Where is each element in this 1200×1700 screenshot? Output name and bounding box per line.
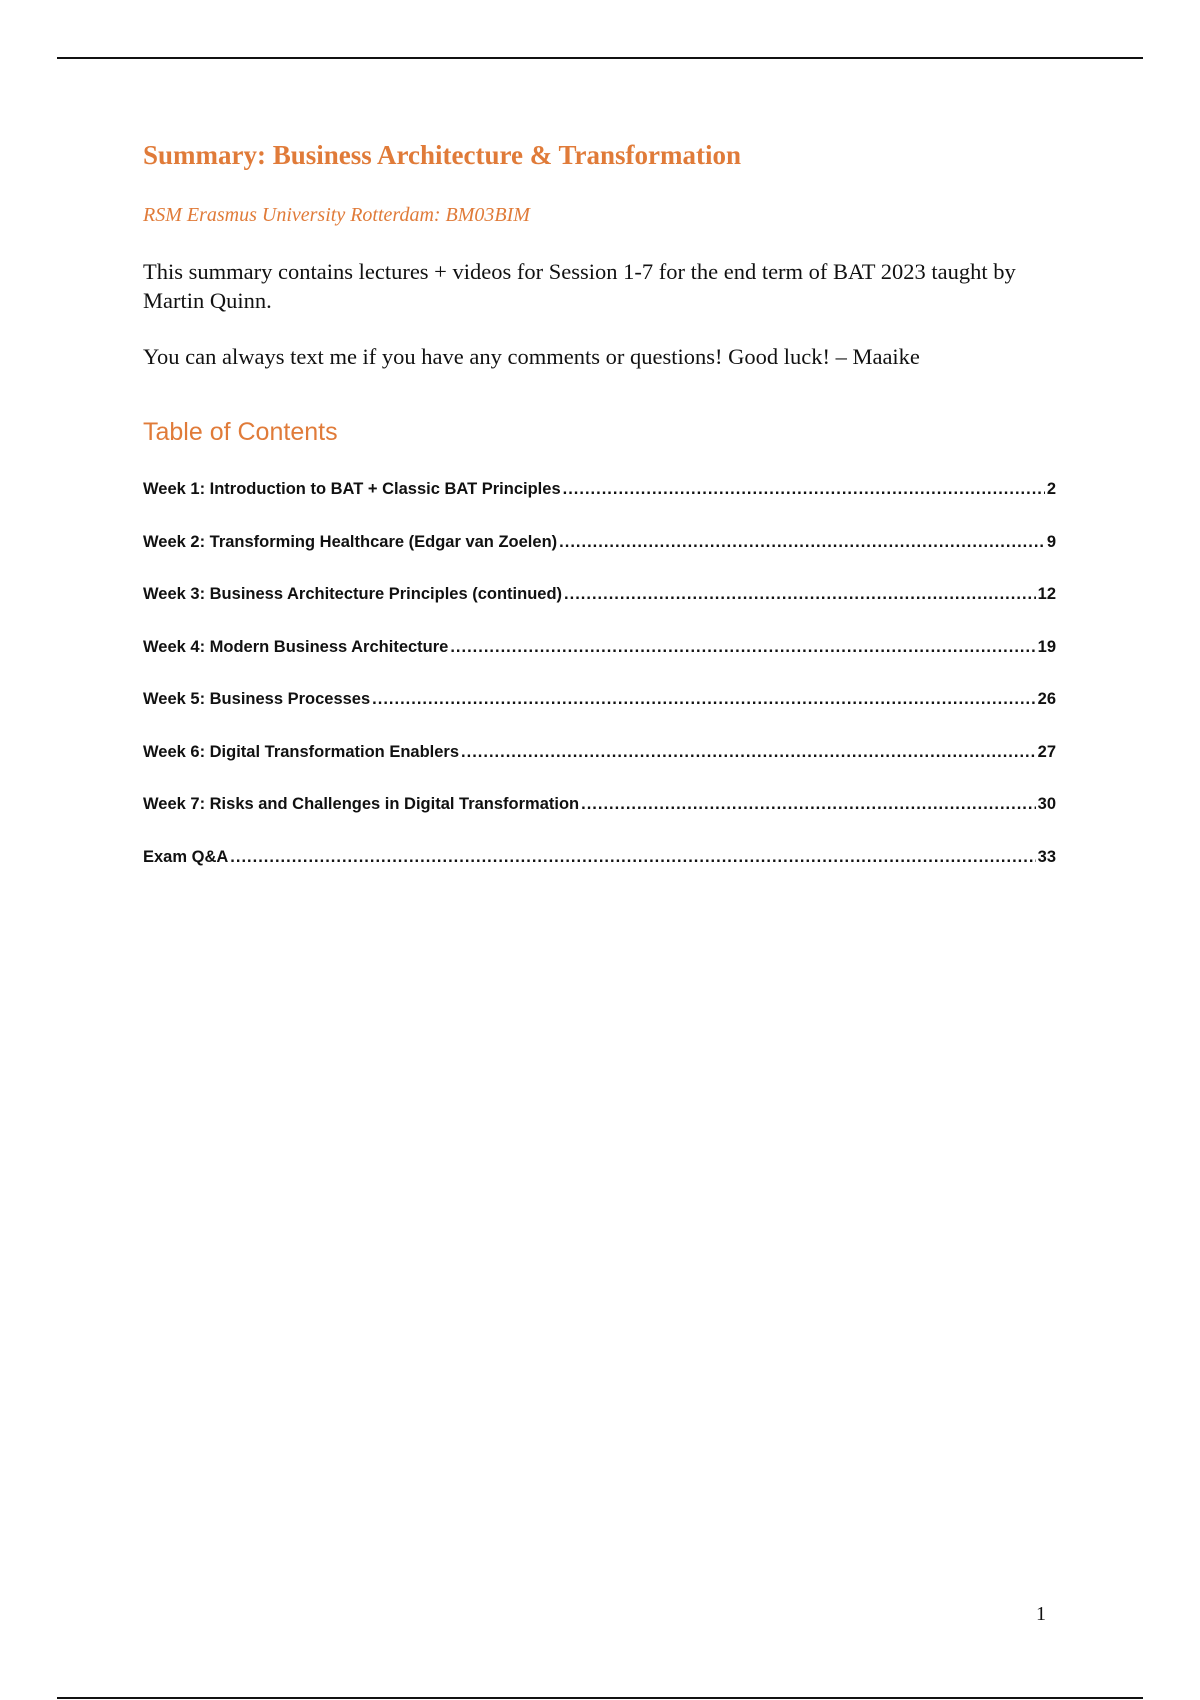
toc-entry-label: Week 2: Transforming Healthcare (Edgar van Zoelen) (143, 532, 558, 551)
toc-dot-leader (563, 480, 1045, 499)
toc-entry-label: Week 7: Risks and Challenges in Digital Transformation (143, 795, 580, 813)
toc-entry-week-7[interactable] (143, 795, 1056, 848)
toc-entry-page: 12 (1037, 585, 1056, 603)
toc-dot-leader (372, 690, 1035, 709)
toc-entry-week-4[interactable] (143, 638, 1056, 691)
toc-entry-label: Week 1: Introduction to BAT + Classic BAT Principles (143, 480, 561, 498)
toc-entry-page: 27 (1037, 742, 1056, 761)
toc-entry-label: Week 4: Modern Business Architecture (143, 637, 449, 656)
toc-dot-leader (461, 743, 1036, 762)
toc-dot-leader (581, 795, 1036, 814)
table-of-contents (143, 480, 1056, 900)
bottom-rule (57, 1697, 1143, 1699)
toc-dot-leader (230, 848, 1035, 867)
toc-entry-page: 9 (1046, 532, 1056, 551)
toc-heading: Table of Contents (143, 418, 338, 446)
toc-entry-week-2[interactable] (143, 533, 1056, 586)
toc-entry-week-5[interactable] (143, 690, 1056, 743)
page-number: 1 (1036, 1603, 1046, 1625)
toc-dot-leader (564, 585, 1036, 604)
toc-dot-leader (559, 533, 1045, 552)
toc-entry-page: 19 (1037, 637, 1056, 656)
intro-paragraph: This summary contains lectures + videos for Session 1-7 for the end term of BAT 2023 taught by Martin Quinn. (143, 259, 1016, 313)
toc-entry-label: Exam Q&A (143, 847, 229, 866)
toc-entry-page: 2 (1046, 480, 1056, 498)
toc-entry-page: 26 (1037, 690, 1056, 708)
toc-dot-leader (450, 638, 1035, 657)
toc-entry-week-3[interactable] (143, 585, 1056, 638)
toc-entry-label: Week 3: Business Architecture Principles (continued) (143, 585, 563, 603)
toc-entry-page: 33 (1037, 847, 1056, 866)
top-rule (57, 57, 1143, 59)
toc-entry-label: Week 6: Digital Transformation Enablers (143, 742, 460, 761)
document-title: Summary: Business Architecture & Transformation (143, 140, 741, 170)
toc-entry-label: Week 5: Business Processes (143, 690, 371, 708)
document-subtitle: RSM Erasmus University Rotterdam: BM03BIM (143, 204, 530, 226)
toc-entry-week-6[interactable] (143, 743, 1056, 796)
toc-entry-page: 30 (1037, 795, 1056, 813)
note-paragraph: You can always text me if you have any comments or questions! Good luck! – Maaike (143, 344, 920, 369)
toc-entry-week-1[interactable] (143, 480, 1056, 533)
toc-entry-exam-qa[interactable] (143, 848, 1056, 901)
